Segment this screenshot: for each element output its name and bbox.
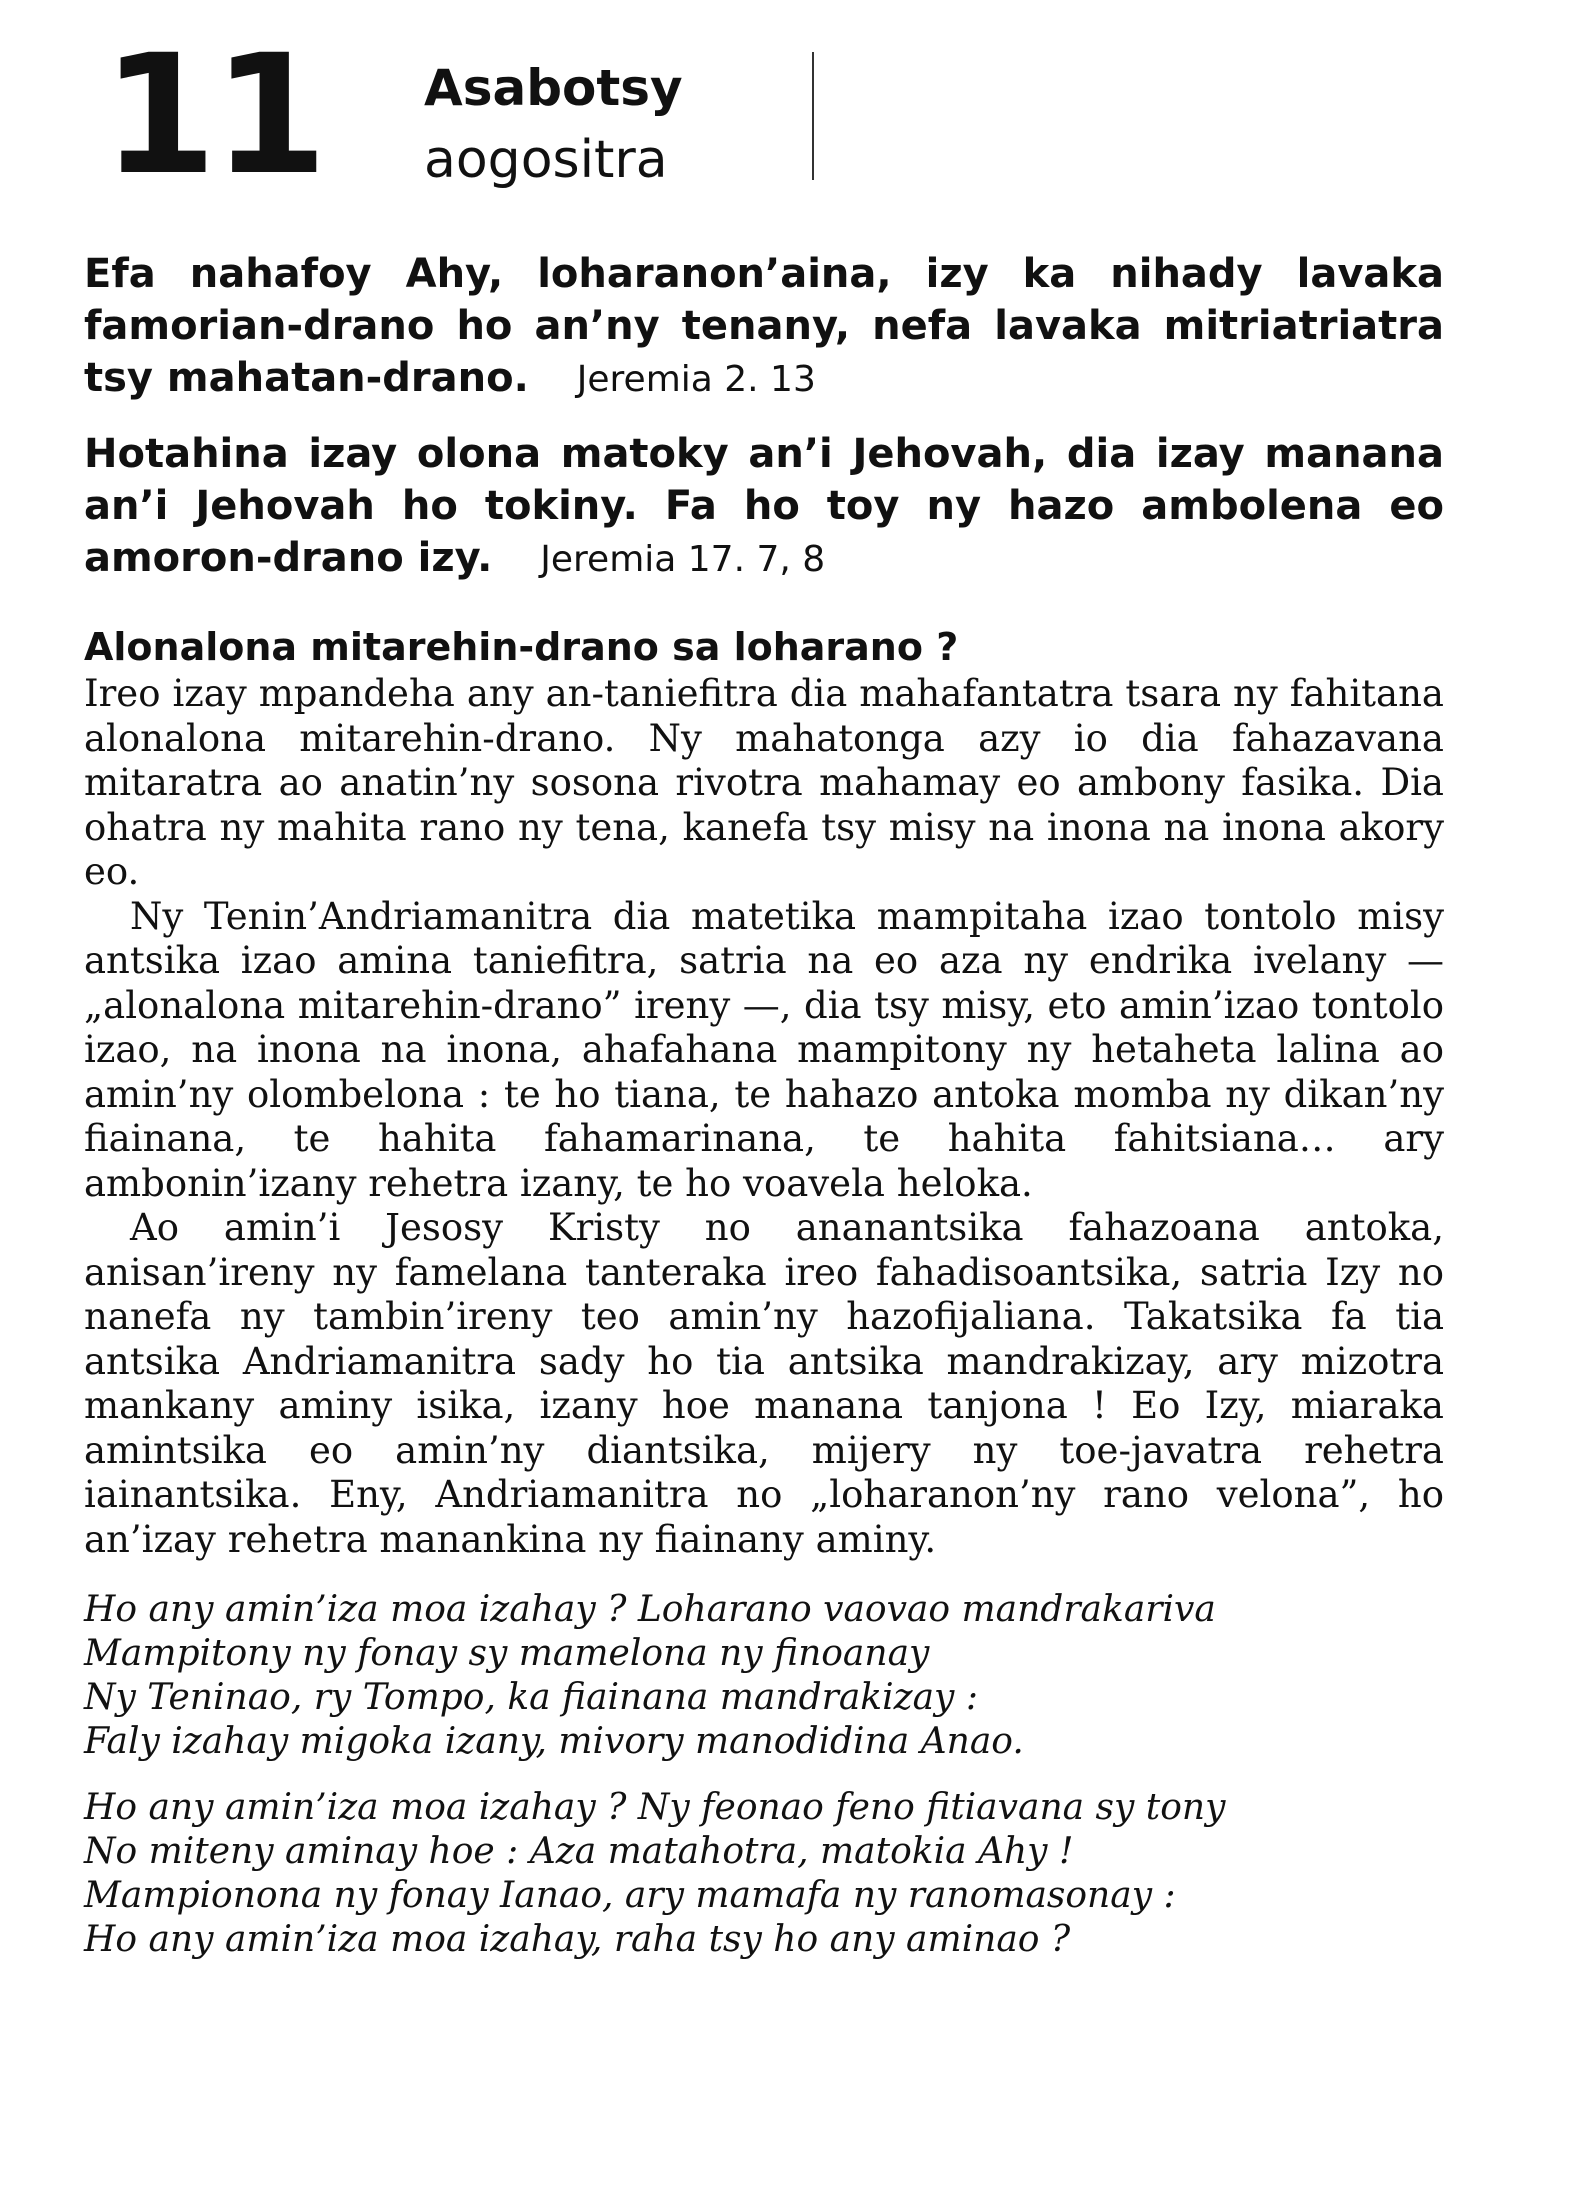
- verse-1: [84, 248, 1444, 406]
- poem-line: Mampitony ny fonay sy mamelona ny finoanay: [84, 1633, 930, 1674]
- poem-line: Ho any amin’iza moa izahay ? Ny feonao feno fitiavana sy tony: [84, 1787, 1226, 1828]
- day-name: Asabotsy: [424, 59, 683, 117]
- poem-line: Ho any amin’iza moa izahay, raha tsy ho any aminao ?: [84, 1919, 1071, 1960]
- verse-1-reference: Jeremia 2. 13: [576, 359, 816, 400]
- header-divider: [812, 52, 814, 180]
- poem-line: Ny Teninao, ry Tompo, ka fiainana mandrakizay :: [84, 1677, 978, 1718]
- paragraph-3: Ao amin’i Jesosy Kristy no ananantsika fahazoana antoka, anisan’ireny ny famelana tanteraka ireo fahadisoantsika, satria Izy no nanefa ny tambin’ireny teo amin’ny hazofijaliana. Takatsika fa tia antsika Andriamanitra sady ho tia antsika mandrakizay, ary mizotra mankany aminy isika, izany hoe manana tanjona ! Eo Izy, miaraka amintsika eo amin’ny diantsika, mijery ny toe-javatra rehetra iainantsika. Eny, Andriamanitra no „loharanon’ny rano velona”, ho an’izay rehetra manankina ny fiainany aminy.: [84, 1206, 1444, 1561]
- poem-stanza-1: [84, 1588, 1444, 1764]
- verse-2-text: Hotahina izay olona matoky an’i Jehovah, dia izay manana an’i Jehovah ho tokiny. Fa ho toy ny hazo ambolena eo amoron-drano izy.: [84, 431, 1444, 581]
- verse-1-text: Efa nahafoy Ahy, loharanon’aina, izy ka nihady lavaka famorian-drano ho an’ny tenany, nefa lavaka mitriatriatra tsy mahatan-drano.: [84, 251, 1444, 401]
- poem-line: Faly izahay migoka izany, mivory manodidina Anao.: [84, 1721, 1024, 1762]
- poem-stanza-2: [84, 1786, 1444, 1962]
- paragraph-2: Ny Tenin’Andriamanitra dia matetika mampitaha izao tontolo misy antsika izao amina taniefitra, satria na eo aza ny endrika ivelany — „alonalona mitarehin-drano” ireny —, dia tsy misy, eto amin’izao tontolo izao, na inona na inona, ahafahana mampitony ny hetaheta lalina ao amin’ny olombelona : te ho tiana, te hahazo antoka momba ny dikan’ny fiainana, te hahita fahamarinana, te hahita fahitsiana… ary ambonin’izany rehetra izany, te ho voavela heloka.: [84, 894, 1444, 1205]
- paragraph-1: Ireo izay mpandeha any an-taniefitra dia mahafantatra tsara ny fahitana alonalona mitarehin-drano. Ny mahatonga azy io dia fahazavana mitaratra ao anatin’ny sosona rivotra mahamay eo ambony fasika. Dia ohatra ny mahita rano ny tena, kanefa tsy misy na inona na inona akory eo.: [84, 672, 1444, 893]
- month-name: aogositra: [424, 130, 668, 190]
- poem-line: No miteny aminay hoe : Aza matahotra, matokia Ahy !: [84, 1831, 1074, 1872]
- poem-line: Mampionona ny fonay Ianao, ary mamafa ny ranomasonay :: [84, 1875, 1176, 1916]
- devotional-page: [84, 19, 1444, 1962]
- day-number: 11: [102, 19, 324, 211]
- article-title: Alonalona mitarehin-drano sa loharano ?: [84, 625, 959, 669]
- poem-line: Ho any amin’iza moa izahay ? Loharano vaovao mandrakariva: [84, 1589, 1216, 1630]
- verse-2: [84, 428, 1444, 586]
- verse-2-reference: Jeremia 17. 7, 8: [540, 539, 826, 580]
- date-header: [84, 19, 1444, 211]
